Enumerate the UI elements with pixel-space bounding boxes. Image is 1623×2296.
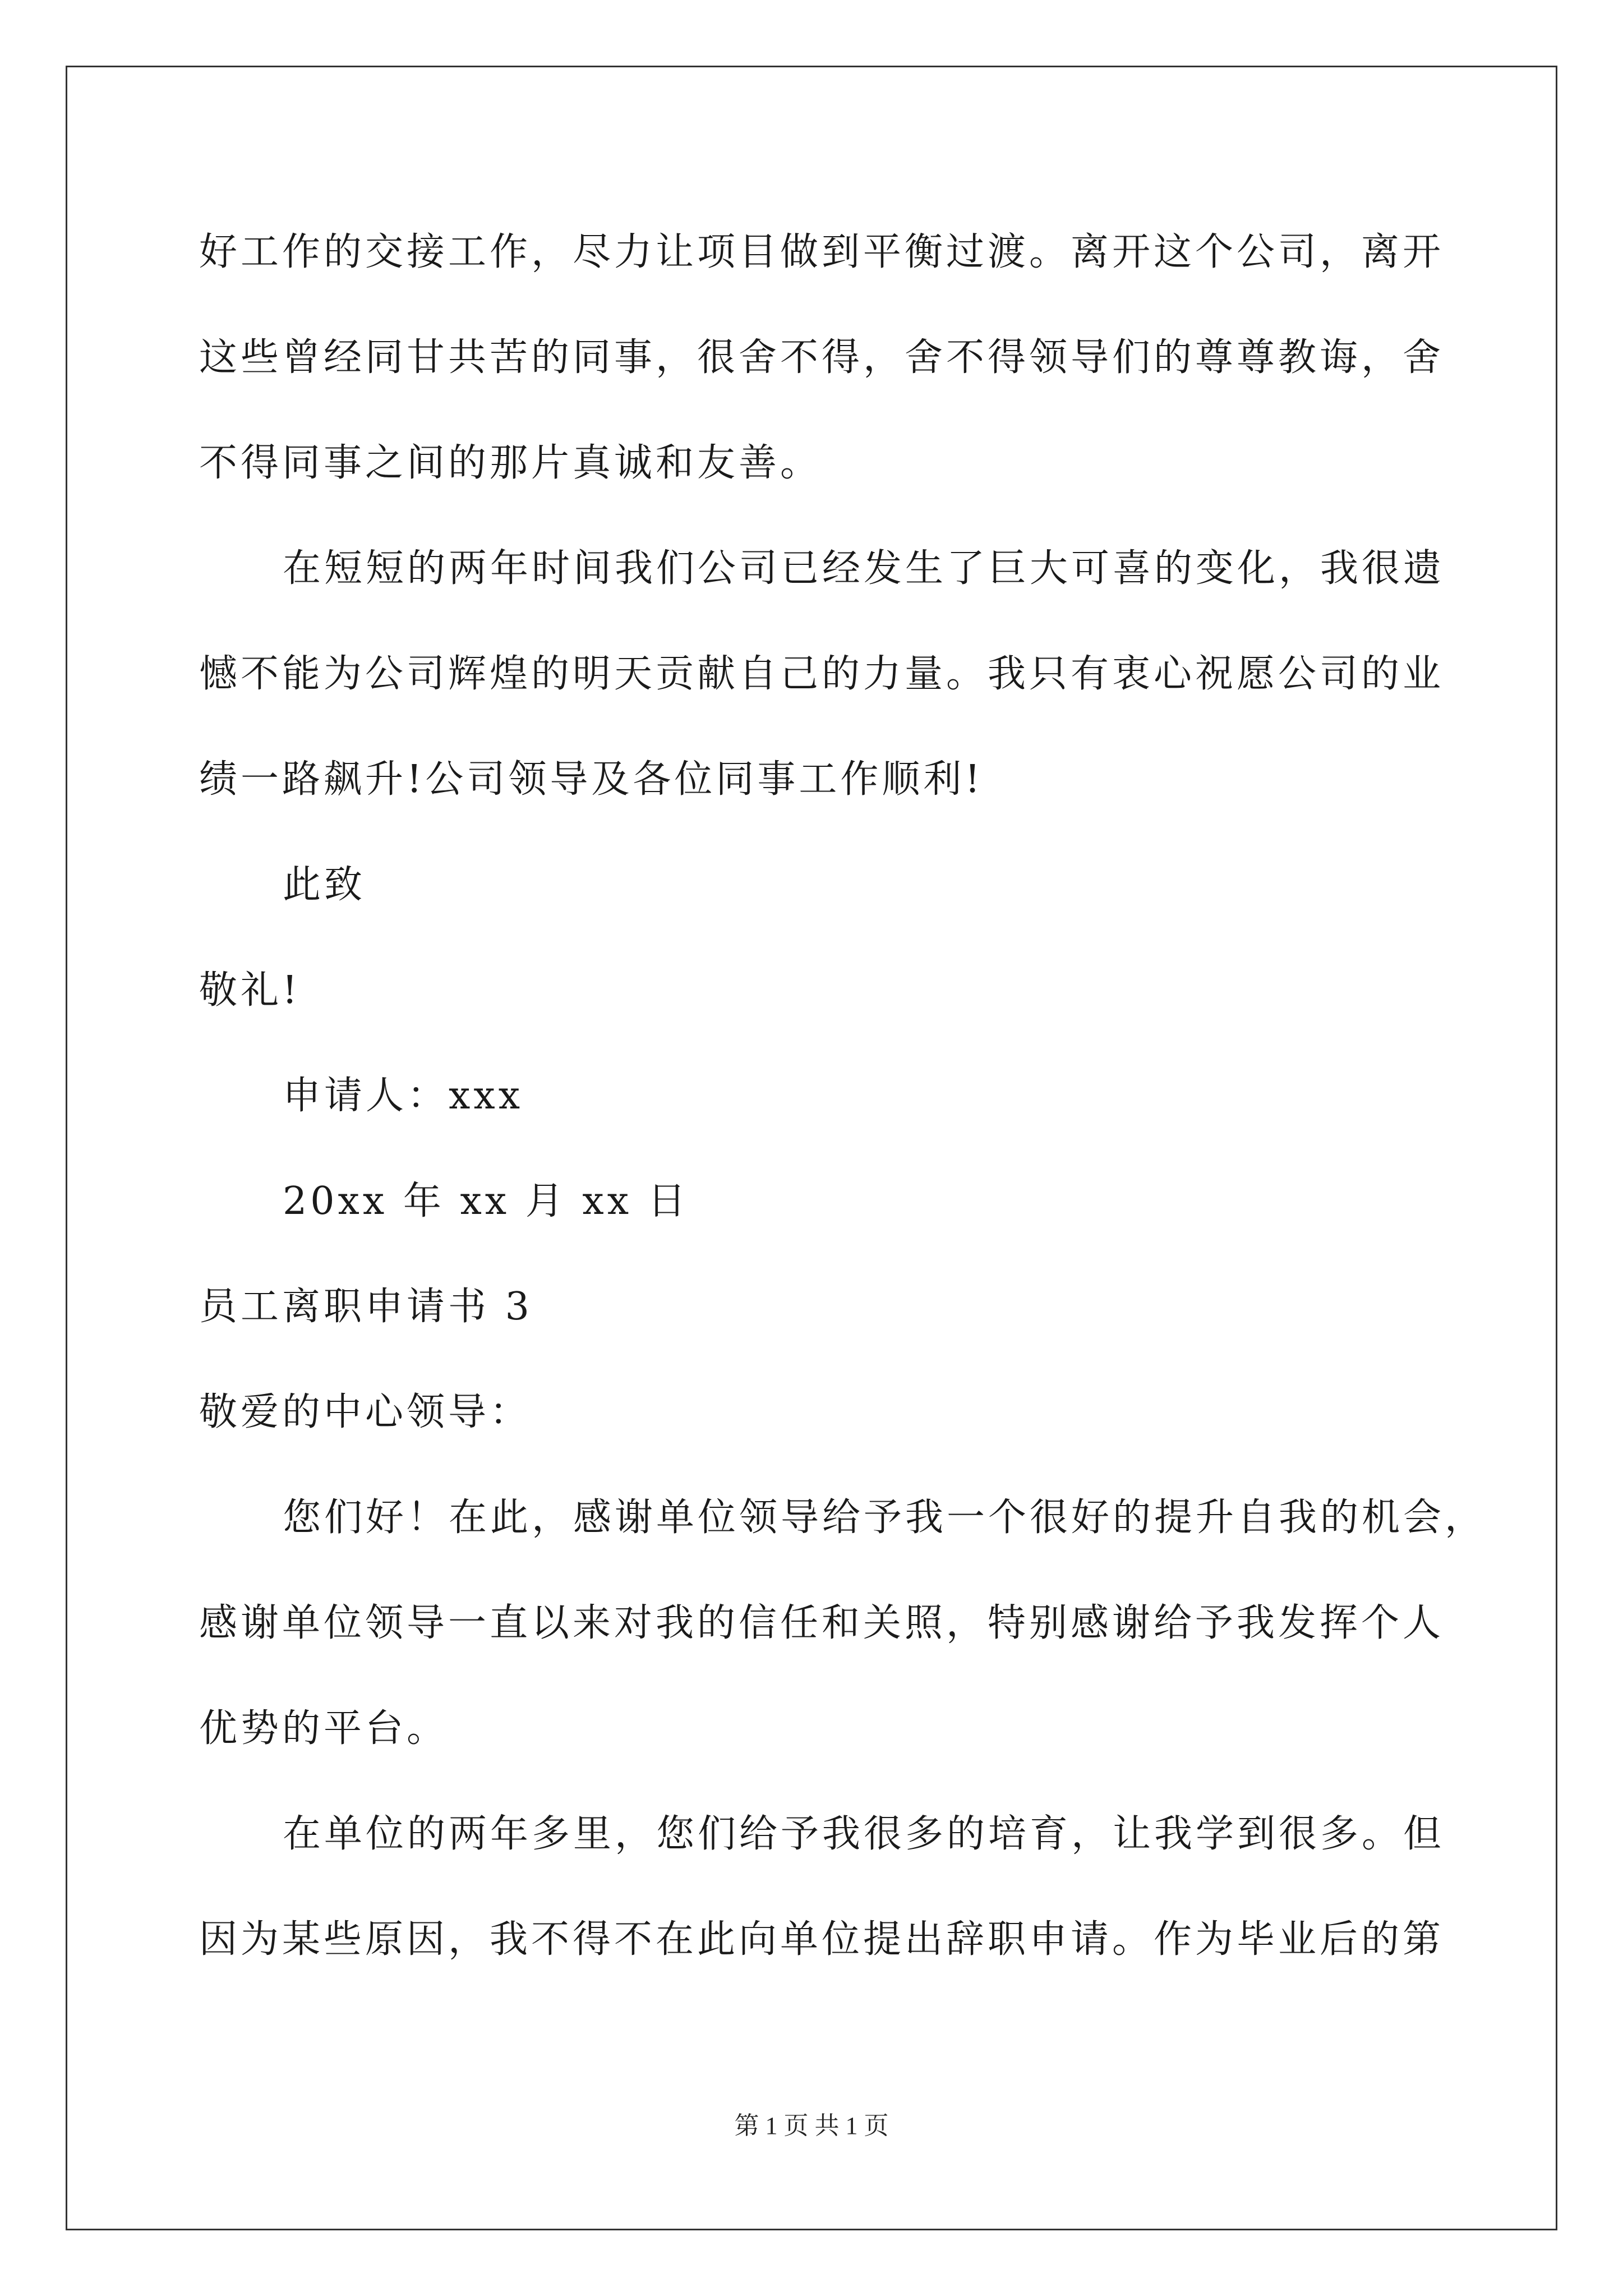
- text-line: 在短短的两年时间我们公司已经发生了巨大可喜的变化，我很遗: [283, 546, 1445, 591]
- text-line: 憾不能为公司辉煌的明天贡献自己的力量。我只有衷心祝愿公司的业: [199, 652, 1445, 696]
- text-line: 感谢单位领导一直以来对我的信任和关照，特别感谢给予我发挥个人: [199, 1601, 1445, 1645]
- page-footer: 第 1 页 共 1 页: [734, 2112, 889, 2139]
- text-line: 不得同事之间的那片真诚和友善。: [199, 441, 822, 485]
- closing-phrase: 此致: [283, 863, 366, 907]
- text-line: 因为某些原因，我不得不在此向单位提出辞职申请。作为毕业后的第: [199, 1917, 1445, 1962]
- text-line: 优势的平台。: [199, 1706, 449, 1751]
- salutation-closing: 敬礼!: [199, 968, 301, 1013]
- text-line: 这些曾经同甘共苦的同事，很舍不得，舍不得领导们的尊尊教诲，舍: [199, 335, 1445, 380]
- salutation: 敬爱的中心领导：: [199, 1390, 532, 1434]
- section-title: 员工离职申请书 3: [199, 1285, 533, 1329]
- text-line: 您们好！在此，感谢单位领导给予我一个很好的提升自我的机会，: [283, 1496, 1487, 1540]
- text-line: 在单位的两年多里，您们给予我很多的培育，让我学到很多。但: [283, 1812, 1445, 1856]
- text-line: 绩一路飙升!公司领导及各位同事工作顺利!: [199, 757, 984, 802]
- page-border: [66, 66, 1557, 2230]
- applicant-signature: 申请人：xxx: [283, 1074, 524, 1118]
- text-line: 好工作的交接工作，尽力让项目做到平衡过渡。离开这个公司，离开: [199, 230, 1445, 274]
- date-line: 20xx 年 xx 月 xx 日: [283, 1179, 689, 1223]
